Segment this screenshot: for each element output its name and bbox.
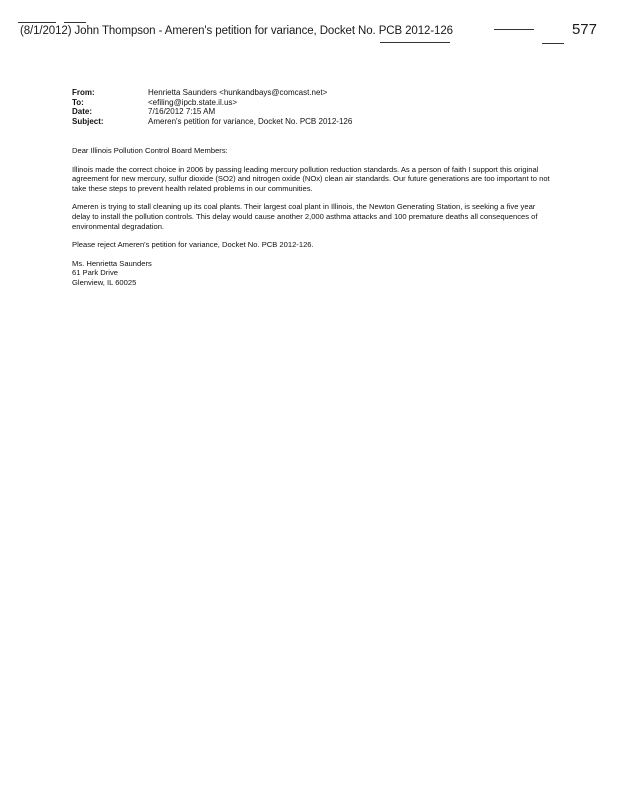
date-label: Date: [72,107,93,116]
email-metadata [72,88,352,126]
subject-row [72,117,352,127]
header-rule-mid [64,22,86,23]
to-row [72,98,352,108]
signature-name: Ms. Henrietta Saunders [72,258,152,268]
greeting: Dear Illinois Pollution Control Board Members: [72,146,228,155]
from-value: Henrietta Saunders <hunkandbays@comcast.net> [148,88,328,97]
from-label: From: [72,88,95,97]
date-value: 7/16/2012 7:15 AM [148,107,216,116]
page-number: 577 [571,21,597,38]
paragraph-3: Please reject Ameren's petition for variance, Docket No. PCB 2012-126. [72,240,314,250]
date-row [72,107,352,117]
email-body [72,146,550,288]
header-rule-left [18,22,56,23]
to-label: To: [72,97,84,107]
signature-block [72,259,550,288]
document-header: (8/1/2012) John Thompson - Ameren's petition for variance, Docket No. PCB 2012-126 [20,25,453,37]
subject-label: Subject: [72,116,104,126]
paragraph-1: Illinois made the correct choice in 2006 by passing leading mercury pollution reduction standards. As a person of faith I support this original agreement for new mercury, sulfur dioxide (SO2) and nitrogen oxide (NOx) clean air standards. Our future generations are too important to not take these steps to prevent health related problems in our communities. [72,164,550,193]
to-value: <efiling@ipcb.state.il.us> [148,97,238,107]
signature-city: Glenview, IL 60025 [72,277,137,287]
paragraph-2: Ameren is trying to stall cleaning up its coal plants. Their largest coal plant in Illinois, the Newton Generating Station, is seeking a five year delay to install the pollution controls. This delay would cause another 2,000 asthma attacks and 100 premature deaths all consequences of environmental degradation. [72,202,538,231]
signature-address: 61 Park Drive [72,268,119,278]
header-rule-right-b [542,43,564,44]
from-row [72,88,352,98]
header-rule-right-a [494,29,534,30]
header-rule-right-c [380,42,450,43]
subject-value: Ameren's petition for variance, Docket No. PCB 2012-126 [148,116,353,126]
